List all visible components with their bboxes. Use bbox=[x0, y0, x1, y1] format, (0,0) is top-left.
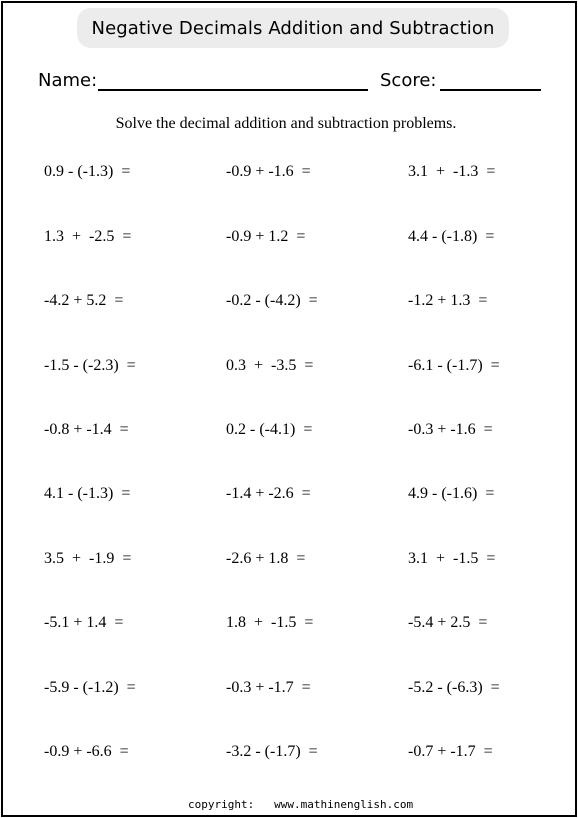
problem: -1.5 - (-2.3) = bbox=[44, 357, 136, 374]
problem: 1.3 + -2.5 = bbox=[44, 228, 132, 245]
problem: -0.2 - (-4.2) = bbox=[226, 292, 318, 309]
title-banner bbox=[77, 8, 509, 48]
instructions: Solve the decimal addition and subtraction problems. bbox=[115, 115, 457, 132]
name-label: Name: bbox=[38, 70, 98, 91]
problem: 0.2 - (-4.1) = bbox=[226, 421, 313, 438]
problem: -0.9 + 1.2 = bbox=[226, 228, 306, 245]
problem: 0.9 - (-1.3) = bbox=[44, 163, 131, 180]
problem: -5.2 - (-6.3) = bbox=[408, 679, 500, 696]
problem: -1.4 + -2.6 = bbox=[226, 485, 311, 502]
problem: 3.5 + -1.9 = bbox=[44, 550, 132, 567]
page-title: Negative Decimals Addition and Subtraction bbox=[91, 17, 495, 39]
problem: 3.1 + -1.5 = bbox=[408, 550, 496, 567]
problem: 0.3 + -3.5 = bbox=[226, 357, 314, 374]
problem: -3.2 - (-1.7) = bbox=[226, 743, 318, 760]
problem: 4.9 - (-1.6) = bbox=[408, 485, 495, 502]
problem: -5.4 + 2.5 = bbox=[408, 614, 488, 631]
problem: -2.6 + 1.8 = bbox=[226, 550, 306, 567]
problem: 4.4 - (-1.8) = bbox=[408, 228, 495, 245]
name-field-line[interactable] bbox=[98, 89, 368, 91]
problem: -0.3 + -1.7 = bbox=[226, 679, 311, 696]
problem: -4.2 + 5.2 = bbox=[44, 292, 124, 309]
problem: -5.9 - (-1.2) = bbox=[44, 679, 136, 696]
problem: -1.2 + 1.3 = bbox=[408, 292, 488, 309]
problem: -0.9 + -6.6 = bbox=[44, 743, 129, 760]
problem: -6.1 - (-1.7) = bbox=[408, 357, 500, 374]
problem: -5.1 + 1.4 = bbox=[44, 614, 124, 631]
problem: -0.7 + -1.7 = bbox=[408, 743, 493, 760]
problem: 1.8 + -1.5 = bbox=[226, 614, 314, 631]
problem: 3.1 + -1.3 = bbox=[408, 163, 496, 180]
problem: -0.3 + -1.6 = bbox=[408, 421, 493, 438]
problem: -0.8 + -1.4 = bbox=[44, 421, 129, 438]
problem: 4.1 - (-1.3) = bbox=[44, 485, 131, 502]
problem: -0.9 + -1.6 = bbox=[226, 163, 311, 180]
copyright-footer: copyright: www.mathinenglish.com bbox=[188, 798, 414, 811]
score-field-line[interactable] bbox=[440, 89, 541, 91]
score-label: Score: bbox=[380, 70, 437, 91]
